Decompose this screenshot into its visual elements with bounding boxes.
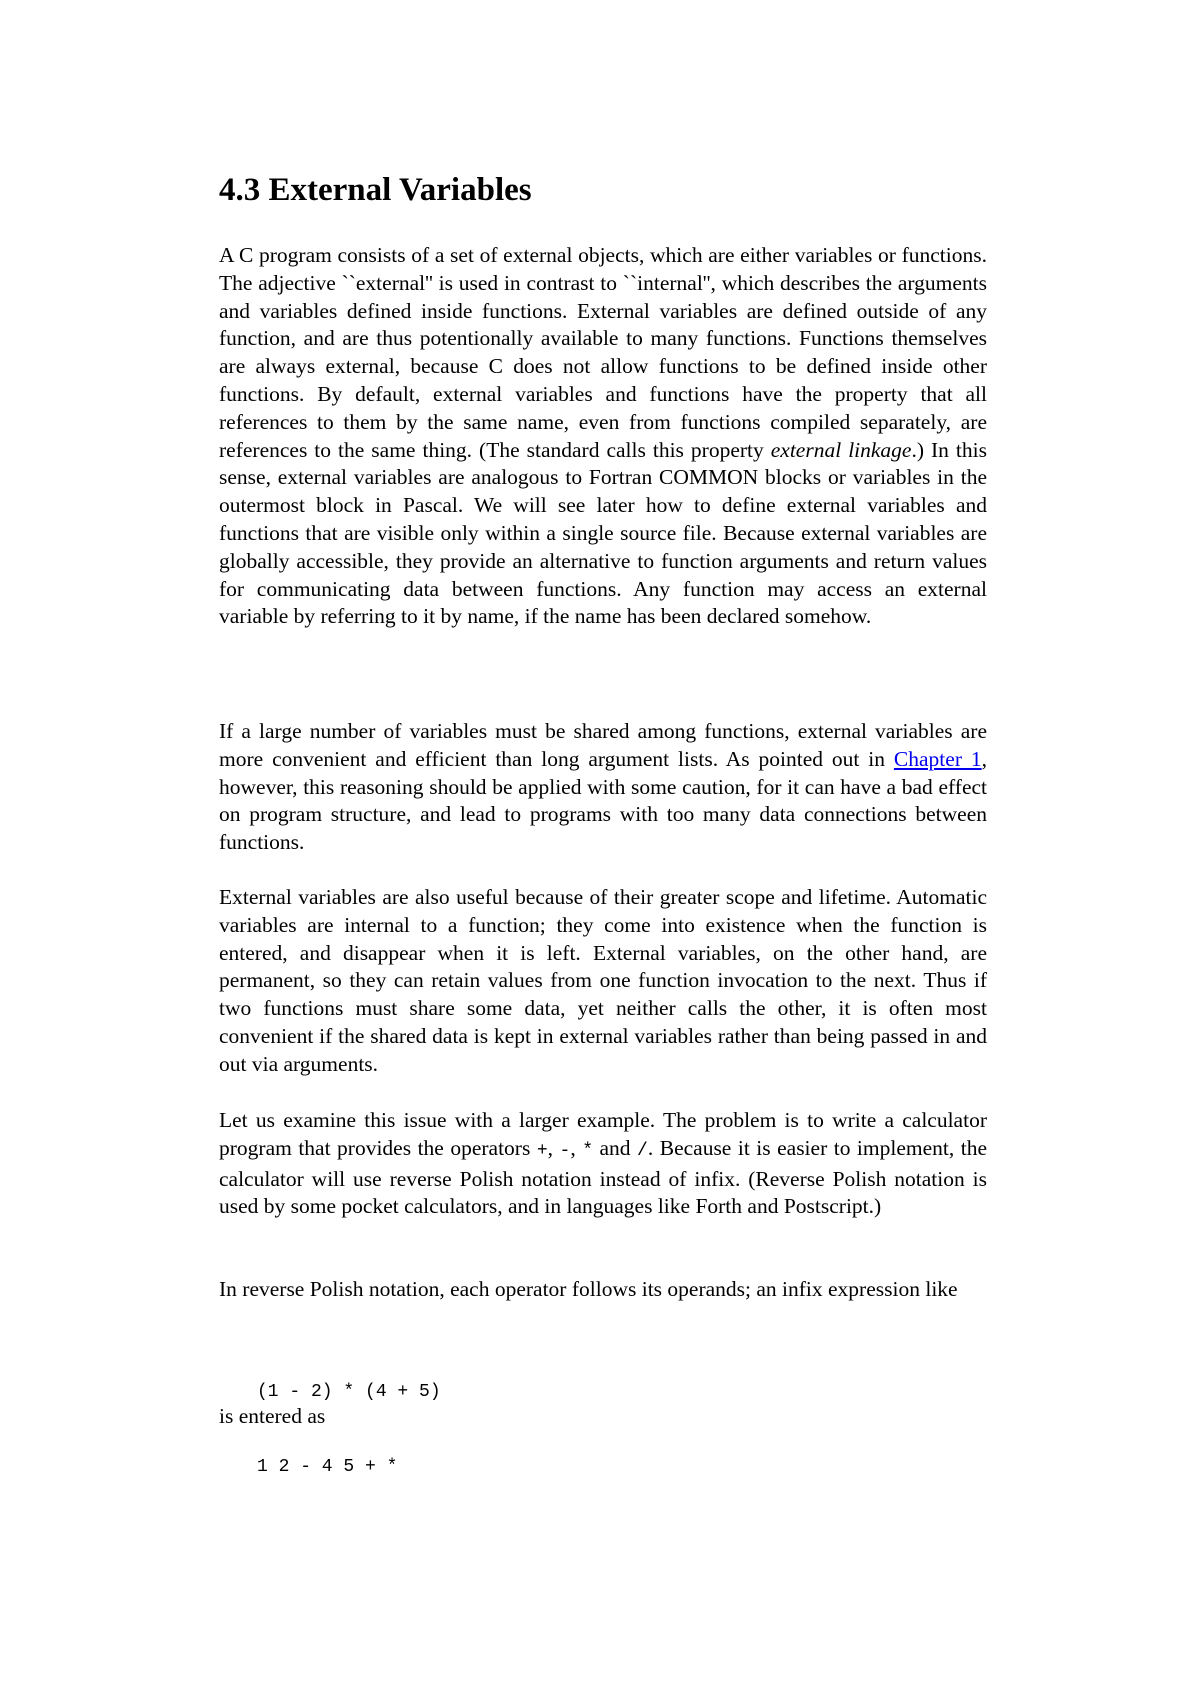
operator-multiply: * bbox=[582, 1140, 594, 1161]
paragraph-shared-variables bbox=[219, 718, 987, 857]
chapter-1-link[interactable]: Chapter 1 bbox=[893, 746, 982, 771]
code-infix-expression: (1 - 2) * (4 + 5) bbox=[257, 1382, 441, 1402]
emphasis-external-linkage: external linkage bbox=[770, 437, 912, 462]
section-title: 4.3 External Variables bbox=[219, 172, 532, 208]
operator-minus: - bbox=[559, 1140, 571, 1161]
paragraph-entered-as: is entered as bbox=[219, 1404, 326, 1428]
operator-divide: / bbox=[637, 1140, 648, 1161]
paragraph-text: . Because it is easier to implement, the calculator will use reverse Polish notation instead of infix. (Reverse Polish notation is used by some pocket calculators, and in languages like Forth and Postscript.) bbox=[219, 1135, 988, 1219]
paragraph-text: If a large number of variables must be shared among functions, external variables are more convenient and efficient than long argument lists. As pointed out in bbox=[219, 719, 987, 771]
paragraph-scope-lifetime: External variables are also useful because of their greater scope and lifetime. Automatic variables are internal to a function; they come into existence when the function is entered, and disappear when it is left. External variables, on the other hand, are permanent, so they can retain values from one function invocation to the next. Thus if two functions must share some data, yet neither calls the other, it is often most convenient if the shared data is kept in external variables rather than being passed in and out via arguments. bbox=[219, 885, 987, 1076]
separator: , bbox=[547, 1135, 560, 1160]
separator: , bbox=[570, 1135, 583, 1160]
paragraph-external-objects bbox=[219, 242, 987, 631]
paragraph-reverse-polish: In reverse Polish notation, each operator follows its operands; an infix expression like bbox=[219, 1277, 958, 1301]
separator: and bbox=[593, 1135, 638, 1160]
code-rpn-expression: 1 2 - 4 5 + * bbox=[257, 1457, 398, 1477]
paragraph-text: A C program consists of a set of external objects, which are either variables or functions. The adjective ``external'' is used in contrast to ``internal'', which describes the arguments and variables defined inside functions. External variables are defined outside of any function, and are thus potentionally available to many functions. Functions themselves are always external, because C does not allow functions to be defined inside other functions. By default, external variables and functions have the property that all references to them by the same name, even from functions compiled separately, are references to the same thing. (The standard calls this property bbox=[219, 243, 987, 462]
paragraph-text: Let us examine this issue with a larger example. The problem is to write a calculator program that provides the operators bbox=[219, 1108, 987, 1160]
operator-plus: + bbox=[536, 1140, 548, 1161]
paragraph-text: .) In this sense, external variables are analogous to Fortran COMMON blocks or variables in the outermost block in Pascal. We will see later how to define external variables and functions that are visible only within a single source file. Because external variables are globally accessible, they provide an alternative to function arguments and return values for communicating data between functions. Any function may access an external variable by referring to it by name, if the name has been declared somehow. bbox=[219, 437, 987, 629]
paragraph-text: , however, this reasoning should be applied with some caution, for it can have a bad effect on program structure, and lead to programs with too many data connections between functions. bbox=[219, 746, 987, 855]
paragraph-calculator-example bbox=[219, 1107, 987, 1221]
